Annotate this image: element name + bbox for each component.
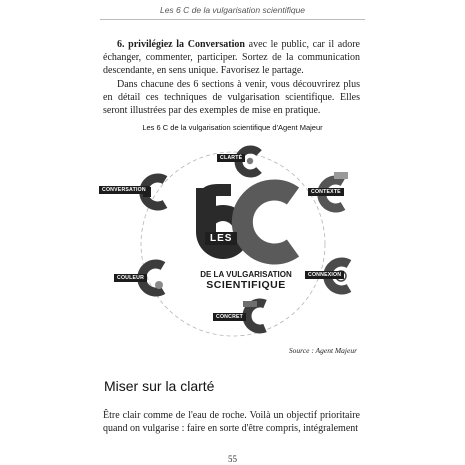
label-contexte: CONTEXTE (308, 188, 344, 196)
section-paragraph: Être clair comme de l'eau de roche. Voilà un objectif prioritaire quand on vulgarise : faire en sorte d'être compris, intégralement (103, 410, 360, 434)
figure-source: Source : Agent Majeur (288, 346, 357, 355)
intro-item-text: avec le public, car il adore échanger, commenter, participer. Sortez de la communication descendante, en sens unique. Favorisez le partage. (103, 39, 360, 76)
figure-caption: Les 6 C de la vulgarisation scientifique d'Agent Majeur (142, 123, 323, 132)
label-clarte: CLARTÉ (217, 154, 245, 162)
label-conversation: CONVERSATION (99, 186, 149, 194)
center-subtitle-line2: SCIENTIFIQUE (206, 279, 286, 291)
big-c-icon (242, 190, 293, 254)
label-connexion: CONNEXION (305, 271, 344, 279)
intro-item-bold: 6. privilégiez la Conversation (117, 39, 245, 50)
section-heading: Miser sur la clarté (104, 378, 215, 394)
running-header: Les 6 C de la vulgarisation scientifique (159, 5, 306, 15)
header-rule (100, 19, 365, 20)
label-couleur: COULEUR (114, 274, 147, 282)
page-number: 55 (228, 454, 237, 464)
intro-list-item (103, 38, 360, 77)
label-concret: CONCRET (213, 313, 246, 321)
intro-paragraph: Dans chacune des 6 sections à venir, vous découvrirez plus en détail ces techniques de vulgarisation scientifique. Elles seront illustrées par des exemples de mise en pratique. (103, 79, 360, 116)
big-les-label: LES (205, 232, 237, 245)
center-subtitle-line1: DE LA VULGARISATION (200, 270, 292, 279)
six-c-diagram (93, 136, 373, 346)
concret-c-icon (243, 301, 265, 329)
